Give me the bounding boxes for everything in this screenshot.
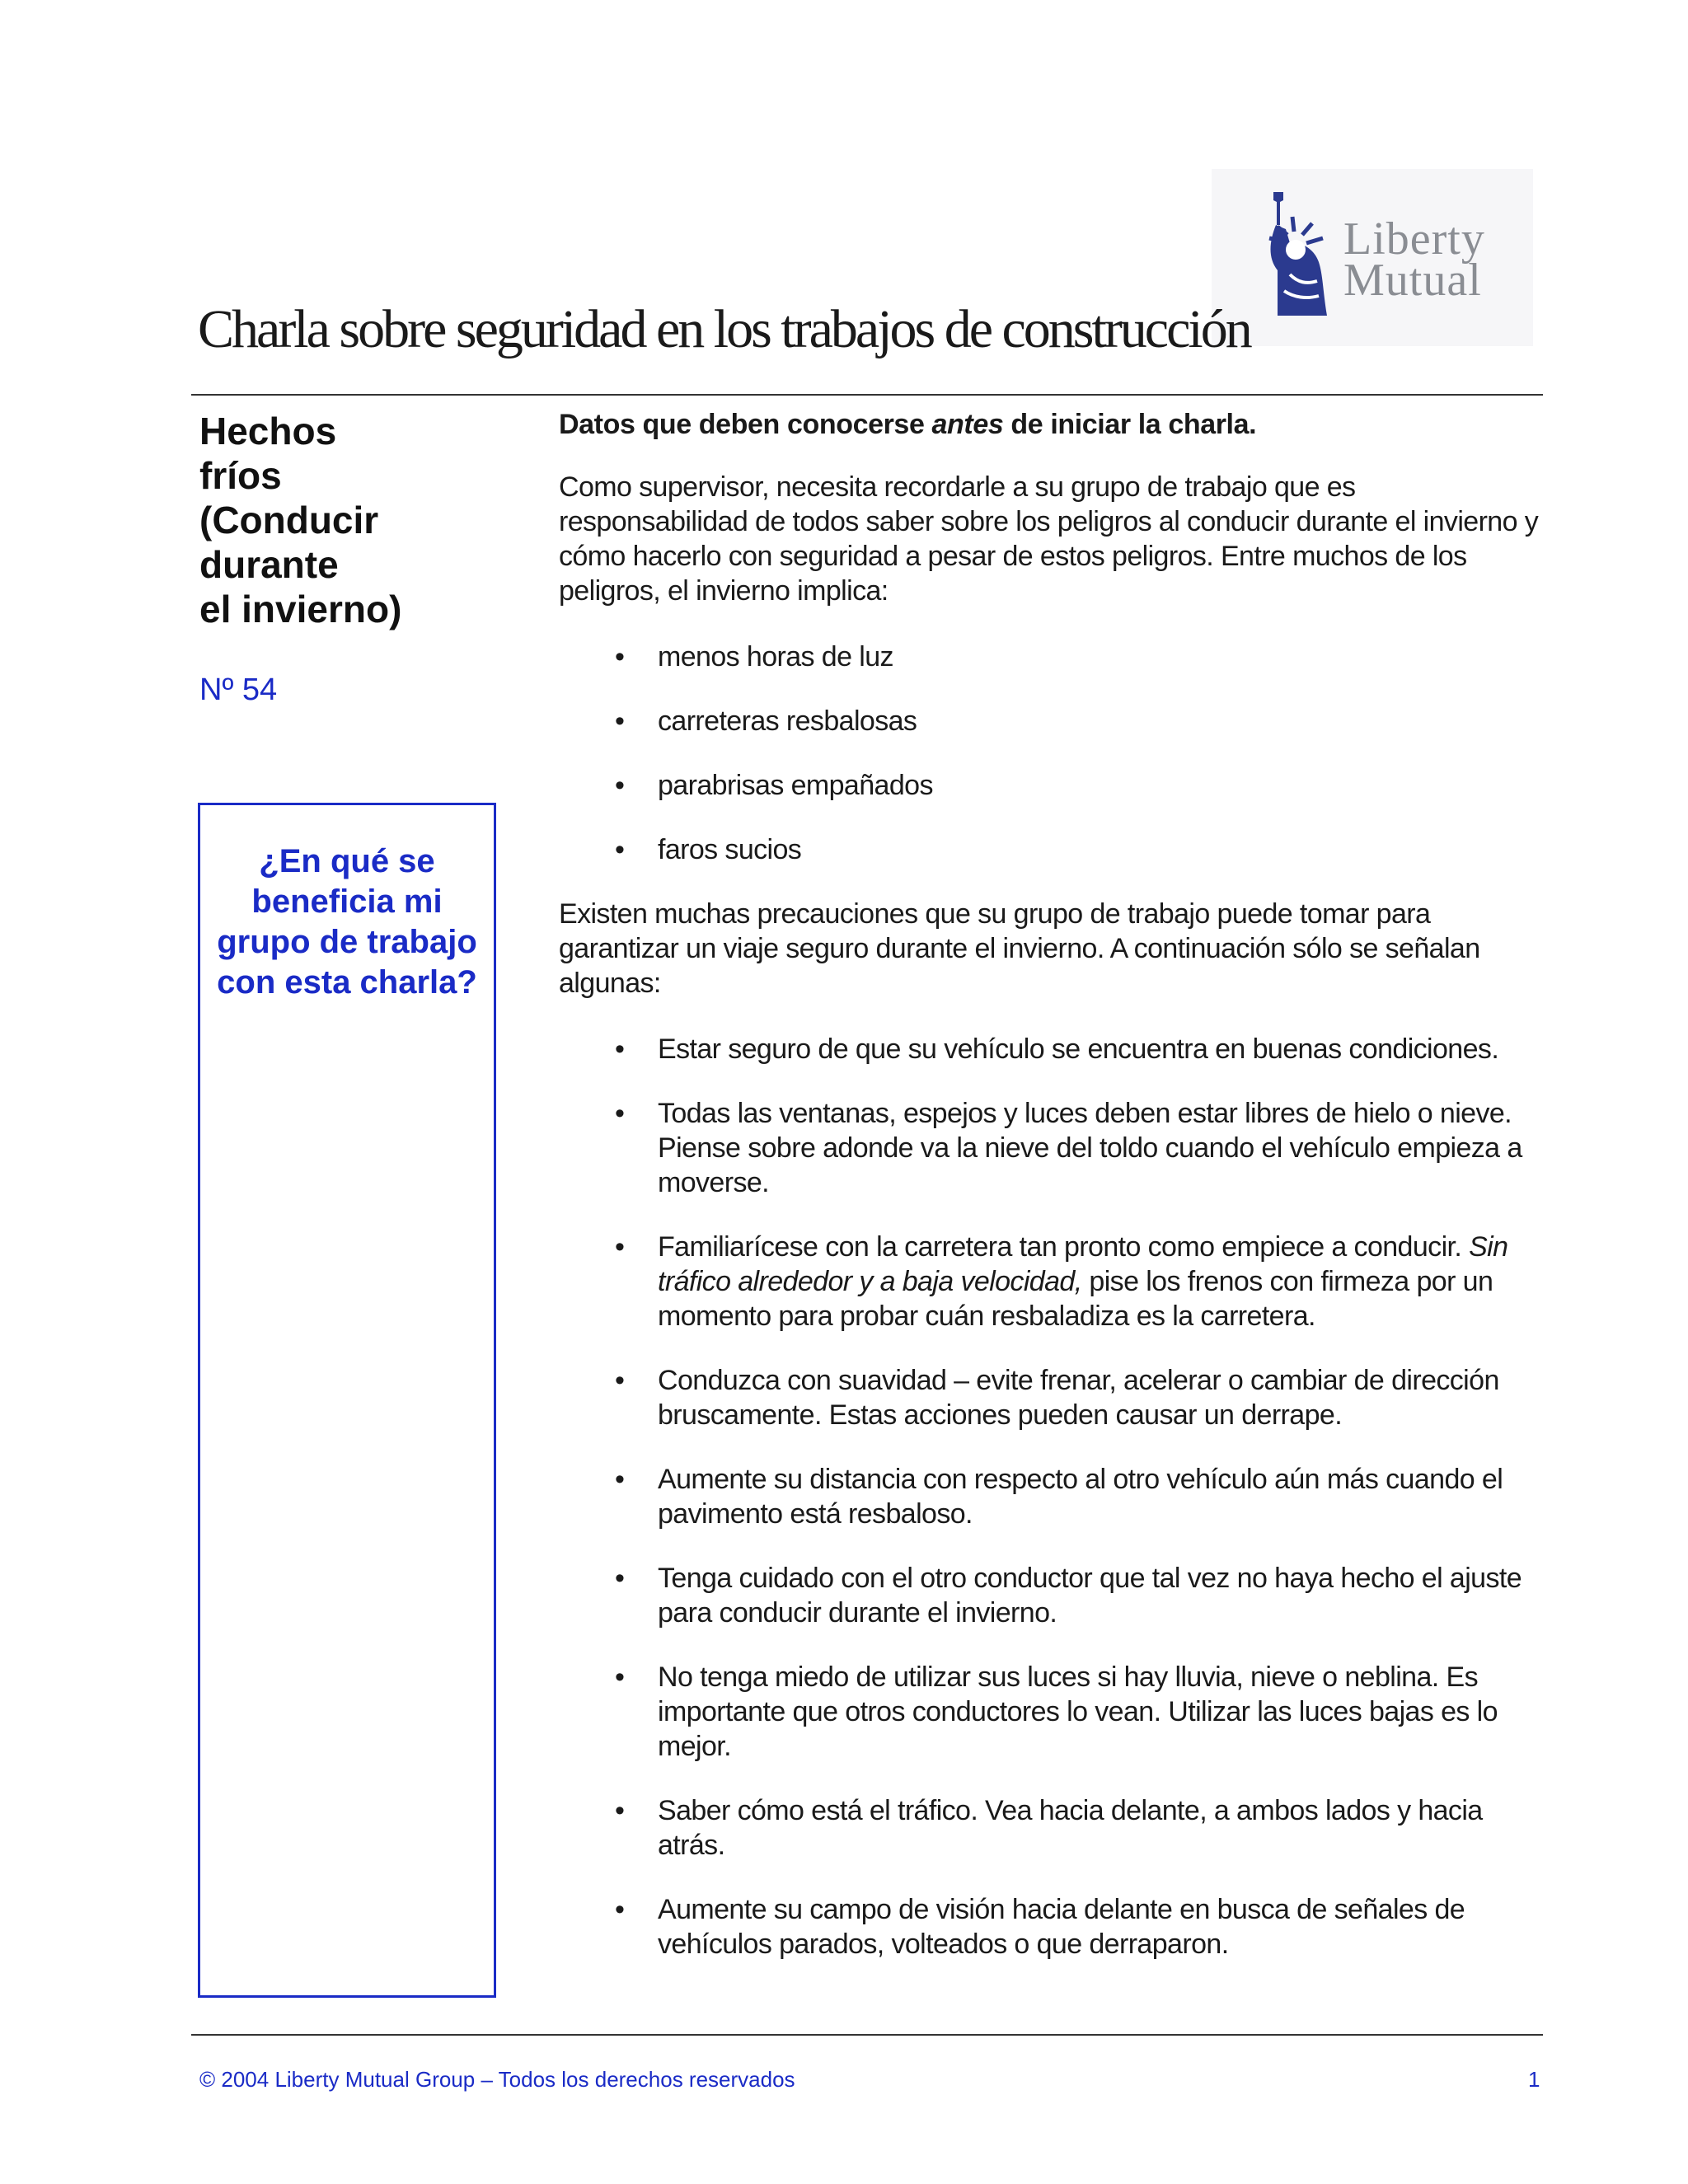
intro-paragraph: Como supervisor, necesita recordarle a su grupo de trabajo que es responsabilidad de todos saber sobre los peligros al conducir durante el invierno y cómo hacerlo con seguridad a pesar de estos peligros. Entre muchos de los peligros, el invierno implica: [559,471,1539,607]
list-item: • No tenga miedo de utilizar sus luces si hay lluvia, nieve o neblina. Es importante que otros conductores lo vean. Utilizar las luces bajas es lo mejor. [559,1660,1548,1764]
list-item: • Conduzca con suavidad – evite frenar, acelerar o cambiar de dirección bruscamente. Estas acciones pueden causar un derrape. [559,1363,1548,1432]
benefit-question-line: ¿En qué se [259,843,435,879]
topic-title [199,409,480,631]
tip-text: pise los frenos con firmeza por un momento para probar cuán resbaladiza es la carretera. [658,1266,1493,1332]
list-item: • faros sucios [559,832,1548,867]
logo-word-liberty: Liberty [1343,213,1485,265]
benefit-question-line: grupo de trabajo [217,924,477,960]
topic-title-line: el invierno) [199,588,402,630]
lead-text: de iniciar la charla. [1003,409,1257,440]
topic-number: Nº 54 [199,673,278,707]
hazards-list [559,640,1548,867]
list-item: • Estar seguro de que su vehículo se encuentra en buenas condiciones. [559,1032,1548,1066]
topic-title-line: Hechos [199,410,337,452]
footer-copyright: © 2004 Liberty Mutual Group – Todos los derechos reservados [199,2067,795,2092]
logo-word-mutual: Mutual [1343,255,1482,306]
benefit-sidebox [198,803,496,1998]
list-item: • Tenga cuidado con el otro conductor que tal vez no haya hecho el ajuste para conducir durante el invierno. [559,1561,1548,1630]
list-item: • Saber cómo está el tráfico. Vea hacia delante, a ambos lados y hacia atrás. [559,1793,1548,1863]
topic-title-line: durante [199,543,339,586]
benefit-question-line: beneficia mi [251,883,443,920]
list-item: • Aumente su distancia con respecto al otro vehículo aún más cuando el pavimento está resbaloso. [559,1462,1548,1531]
list-item: • carreteras resbalosas [559,704,1548,738]
topic-title-line: (Conducir [199,499,379,541]
list-item: • Todas las ventanas, espejos y luces deben estar libres de hielo o nieve. Piense sobre adonde va la nieve del toldo cuando el vehículo empieza a moverse. [559,1096,1548,1200]
list-item: • Aumente su campo de visión hacia delante en busca de señales de vehículos parados, volteados o que derraparon. [559,1892,1548,1961]
benefit-question [200,841,494,1003]
precautions-intro: Existen muchas precauciones que su grupo de trabajo puede tomar para garantizar un viaje seguro durante el invierno. A continuación sólo se señalan algunas: [559,898,1480,999]
topic-title-line: fríos [199,454,282,497]
list-item [559,1230,1548,1333]
page-title: Charla sobre seguridad en los trabajos de construcción [198,299,1250,359]
lead-text: Datos que deben conocerse [559,409,932,440]
benefit-question-line: con esta charla? [217,964,477,1001]
statue-of-liberty-icon [1245,192,1343,324]
liberty-mutual-logo [1212,169,1533,346]
tip-text: Familiarícese con la carretera tan pronto como empiece a conducir. [658,1231,1470,1263]
list-item: • menos horas de luz [559,640,1548,674]
tip-emphasis: Sin tráfico alrededor y a baja velocidad, [658,1231,1508,1297]
main-content [559,407,1548,1991]
topic-column [199,409,480,708]
lead-emphasis: antes [931,409,1004,440]
header-divider [191,394,1543,396]
lead-heading [559,407,1548,442]
page-number: 1 [1528,2067,1540,2092]
list-item: • parabrisas empañados [559,768,1548,803]
footer-divider [191,2034,1543,2036]
precautions-list [559,1032,1548,1961]
